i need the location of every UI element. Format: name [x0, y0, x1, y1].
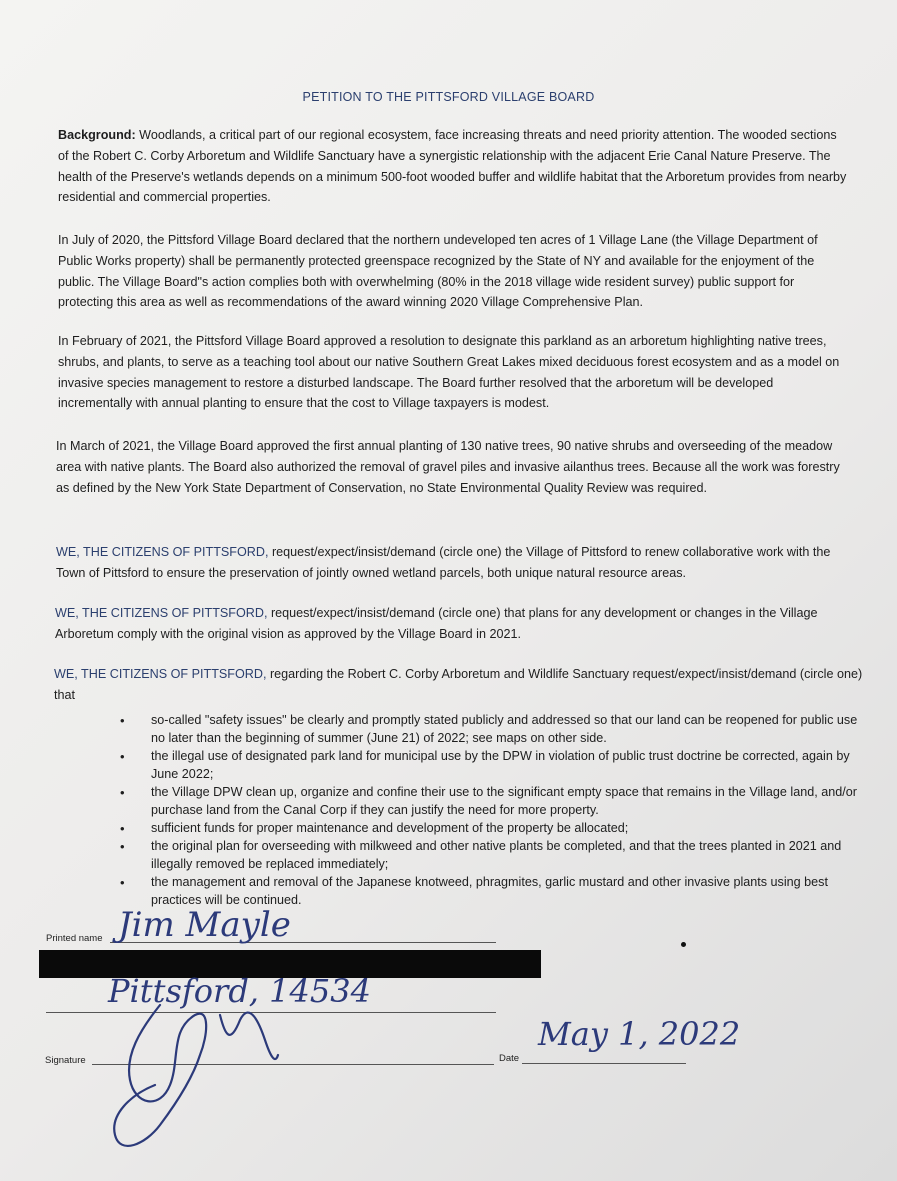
request-3-text: regarding the Robert C. Corby Arboretum and Wildlife Sanctuary request/expect/insist/demand (circle one) that [54, 667, 863, 702]
handwritten-address: Pittsford, 14534 [108, 972, 371, 1010]
demand-item: • so-called "safety issues" be clearly and promptly stated publicly and addressed so that our land can be reopened for public use no later than the beginning of summer (June 21) of 2022; see maps on other side. [120, 711, 865, 747]
background-text: Woodlands, a critical part of our regional ecosystem, face increasing threats and need priority attention. The wooded sections of the Robert C. Corby Arboretum and Wildlife Sanctuary have a synergistic relationship with the adjacent Erie Canal Nature Preserve. The health of the Preserve's wetlands depends on a minimum 500-foot wooded buffer and wildlife habitat that the Arboretum provides from nearby residential and commercial properties. [58, 128, 847, 205]
citizens-request-3 [54, 664, 864, 706]
citizens-request-2 [55, 603, 845, 645]
background-paragraph [58, 125, 848, 208]
request-1-text: request/expect/insist/demand (circle one) the Village of Pittsford to renew collaborative work with the Town of Pittsford to ensure the preservation of jointly owned wetland parcels, both unique natural resource areas. [56, 545, 831, 580]
signature-scrawl [100, 985, 330, 1160]
citizens-lead: WE, THE CITIZENS OF PITTSFORD, [56, 545, 269, 559]
date-line [522, 1063, 686, 1064]
demand-item: • the original plan for overseeding with milkweed and other native plants be completed, and that the trees planted in 2021 and illegally removed be replaced immediately; [120, 837, 865, 873]
citizens-request-1 [56, 542, 846, 584]
paragraph-feb-2021: In February of 2021, the Pittsford Village Board approved a resolution to designate this parkland as an arboretum highlighting native trees, shrubs, and plants, to serve as a teaching tool about our native Southern Great Lakes mixed deciduous forest ecosystem and as a model on invasive species management to restore a disturbed landscape. The Board further resolved that the arboretum will be developed incrementally with annual planting to ensure that the cost to Village taxpayers is modest. [58, 334, 840, 411]
citizens-lead: WE, THE CITIZENS OF PITTSFORD, [54, 667, 267, 681]
request-2-text: request/expect/insist/demand (circle one) that plans for any development or changes in the Village Arboretum comply with the original vision as approved by the Village Board in 2021. [55, 606, 818, 641]
page-title: PETITION TO THE PITTSFORD VILLAGE BOARD [302, 90, 595, 104]
demand-item: • the management and removal of the Japanese knotweed, phragmites, garlic mustard and other invasive plants using best practices will be continued. [120, 873, 865, 909]
background-label: Background: [58, 128, 136, 142]
paragraph-mar-2021: In March of 2021, the Village Board approved the first annual planting of 130 native trees, 90 native shrubs and overseeding of the meadow area with native plants. The Board also authorized the removal of gravel piles and invasive ailanthus trees. Because all the work was forestry as defined by the New York State Department of Conservation, no State Environmental Quality Review was required. [56, 439, 840, 495]
date-label: Date [499, 1053, 520, 1064]
demand-item: • sufficient funds for proper maintenance and development of the property be allocated; [120, 819, 865, 837]
printed-name-label: Printed name [46, 933, 103, 944]
demand-item: • the Village DPW clean up, organize and confine their use to the significant empty space that remains in the Village land, and/or purchase land from the Canal Corp if they can justify the need for more property. [120, 783, 865, 819]
signature-label: Signature [45, 1055, 86, 1066]
demand-item: • the illegal use of designated park land for municipal use by the DPW in violation of public trust doctrine be corrected, again by June 2022; [120, 747, 865, 783]
paragraph-july-2020: In July of 2020, the Pittsford Village Board declared that the northern undeveloped ten acres of 1 Village Lane (the Village Department of Public Works property) shall be permanently protected greenspace recognized by the State of NY and available for the enjoyment of the public. The Village Board"s action complies both with overwhelming (80% in the 2018 village wide resident survey) public support for protecting this area as well as recommendations of the award winning 2020 Village Comprehensive Plan. [58, 233, 818, 310]
citizens-lead: WE, THE CITIZENS OF PITTSFORD, [55, 606, 268, 620]
handwritten-name: Jim Mayle [118, 905, 291, 945]
demands-list [120, 711, 865, 909]
handwritten-date: May 1, 2022 [538, 1015, 741, 1053]
ink-dot [681, 942, 686, 947]
